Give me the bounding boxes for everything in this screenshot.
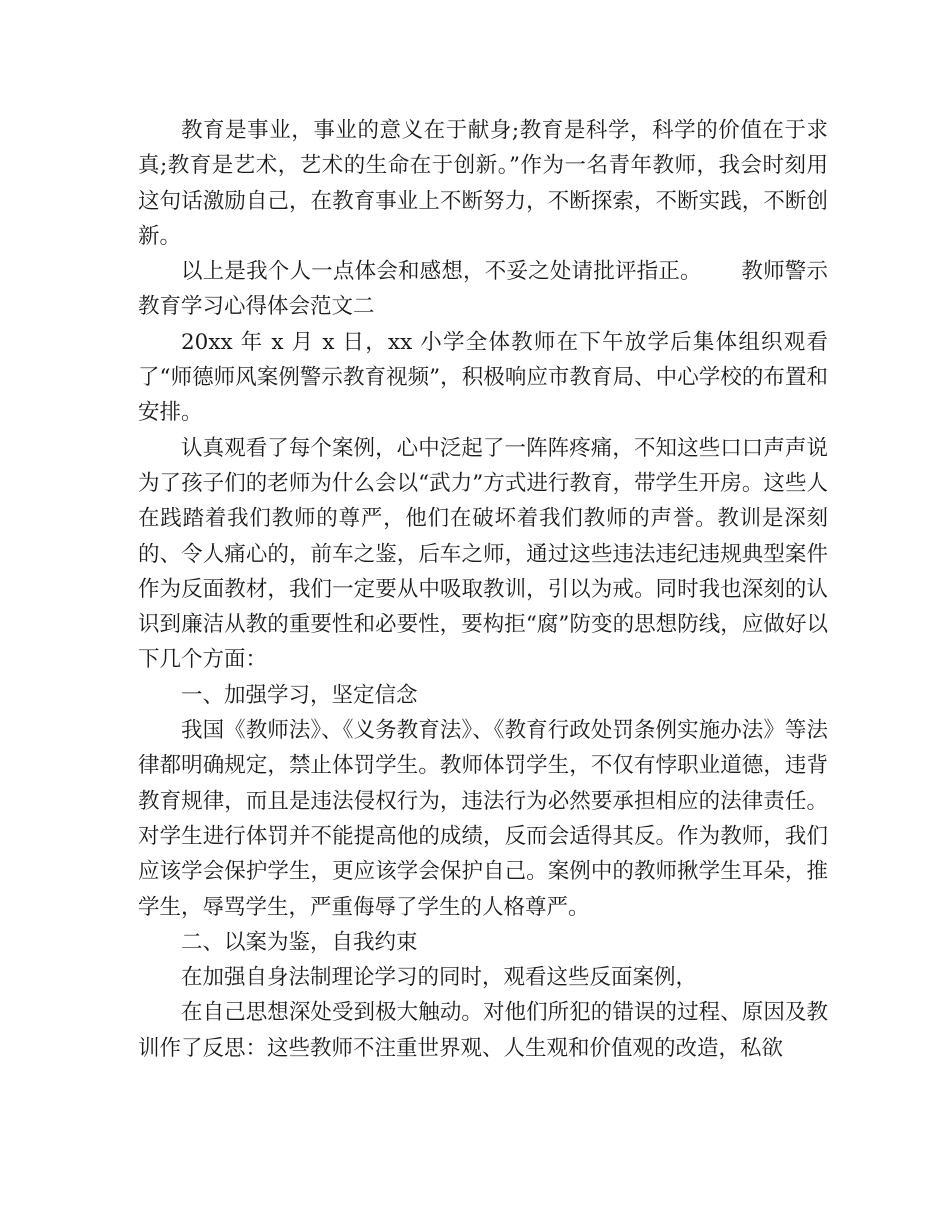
paragraph-3: 20xx 年 x 月 x 日，xx 小学全体教师在下午放学后集体组织观看了“师德师风案例警示教育视频”，积极响应市教育局、中心学校的布置和安排。 (138, 329, 828, 426)
paragraph-6: 在加强自身法制理论学习的同时，观看这些反面案例， (181, 965, 698, 991)
paragraph-1: 教育是事业，事业的意义在于献身;教育是科学，科学的价值在于求真;教育是艺术，艺术的生命在于创新。”作为一名青年教师，我会时刻用这句话激励自己，在教育事业上不断努力，不断探索，不断实践，不断创新。 (138, 118, 828, 249)
paragraph-4: 认真观看了每个案例，心中泛起了一阵阵疼痛，不知这些口口声声说为了孩子们的老师为什么会以“武力”方式进行教育，带学生开房。这些人在践踏着我们教师的尊严，他们在破坏着我们教师的声誉。教训是深刻的、令人痛心的，前车之鉴，后车之师，通过这些违法违纪违规典型案件作为反面教材，我们一定要从中吸取教训，引以为戒。同时我也深刻的认识到廉洁从教的重要性和必要性，要构拒“腐”防变的思想防线，应做好以下几个方面： (138, 435, 828, 673)
document-body (138, 113, 828, 1066)
section-heading-1: 一、加强学习，坚定信念 (181, 682, 418, 708)
section-heading-2: 二、以案为鉴，自我约束 (181, 929, 418, 955)
paragraph-2: 以上是我个人一点体会和感想，不妥之处请批评指正。 教师警示教育学习心得体会范文二 (138, 259, 828, 320)
paragraph-5: 我国《教师法》、《义务教育法》、《教育行政处罚条例实施办法》等法律都明确规定，禁止体罚学生。教师体罚学生，不仅有悖职业道德，违背教育规律，而且是违法侵权行为，违法行为必然要承担相应的法律责任。对学生进行体罚并不能提高他的成绩，反而会适得其反。作为教师，我们应该学会保护学生，更应该学会保护自己。案例中的教师揪学生耳朵，推学生，辱骂学生，严重侮辱了学生的人格尊严。 (138, 718, 828, 920)
paragraph-7: 在自己思想深处受到极大触动。对他们所犯的错误的过程、原因及教训作了反思：这些教师不注重世界观、人生观和价值观的改造，私欲 (138, 1000, 828, 1061)
